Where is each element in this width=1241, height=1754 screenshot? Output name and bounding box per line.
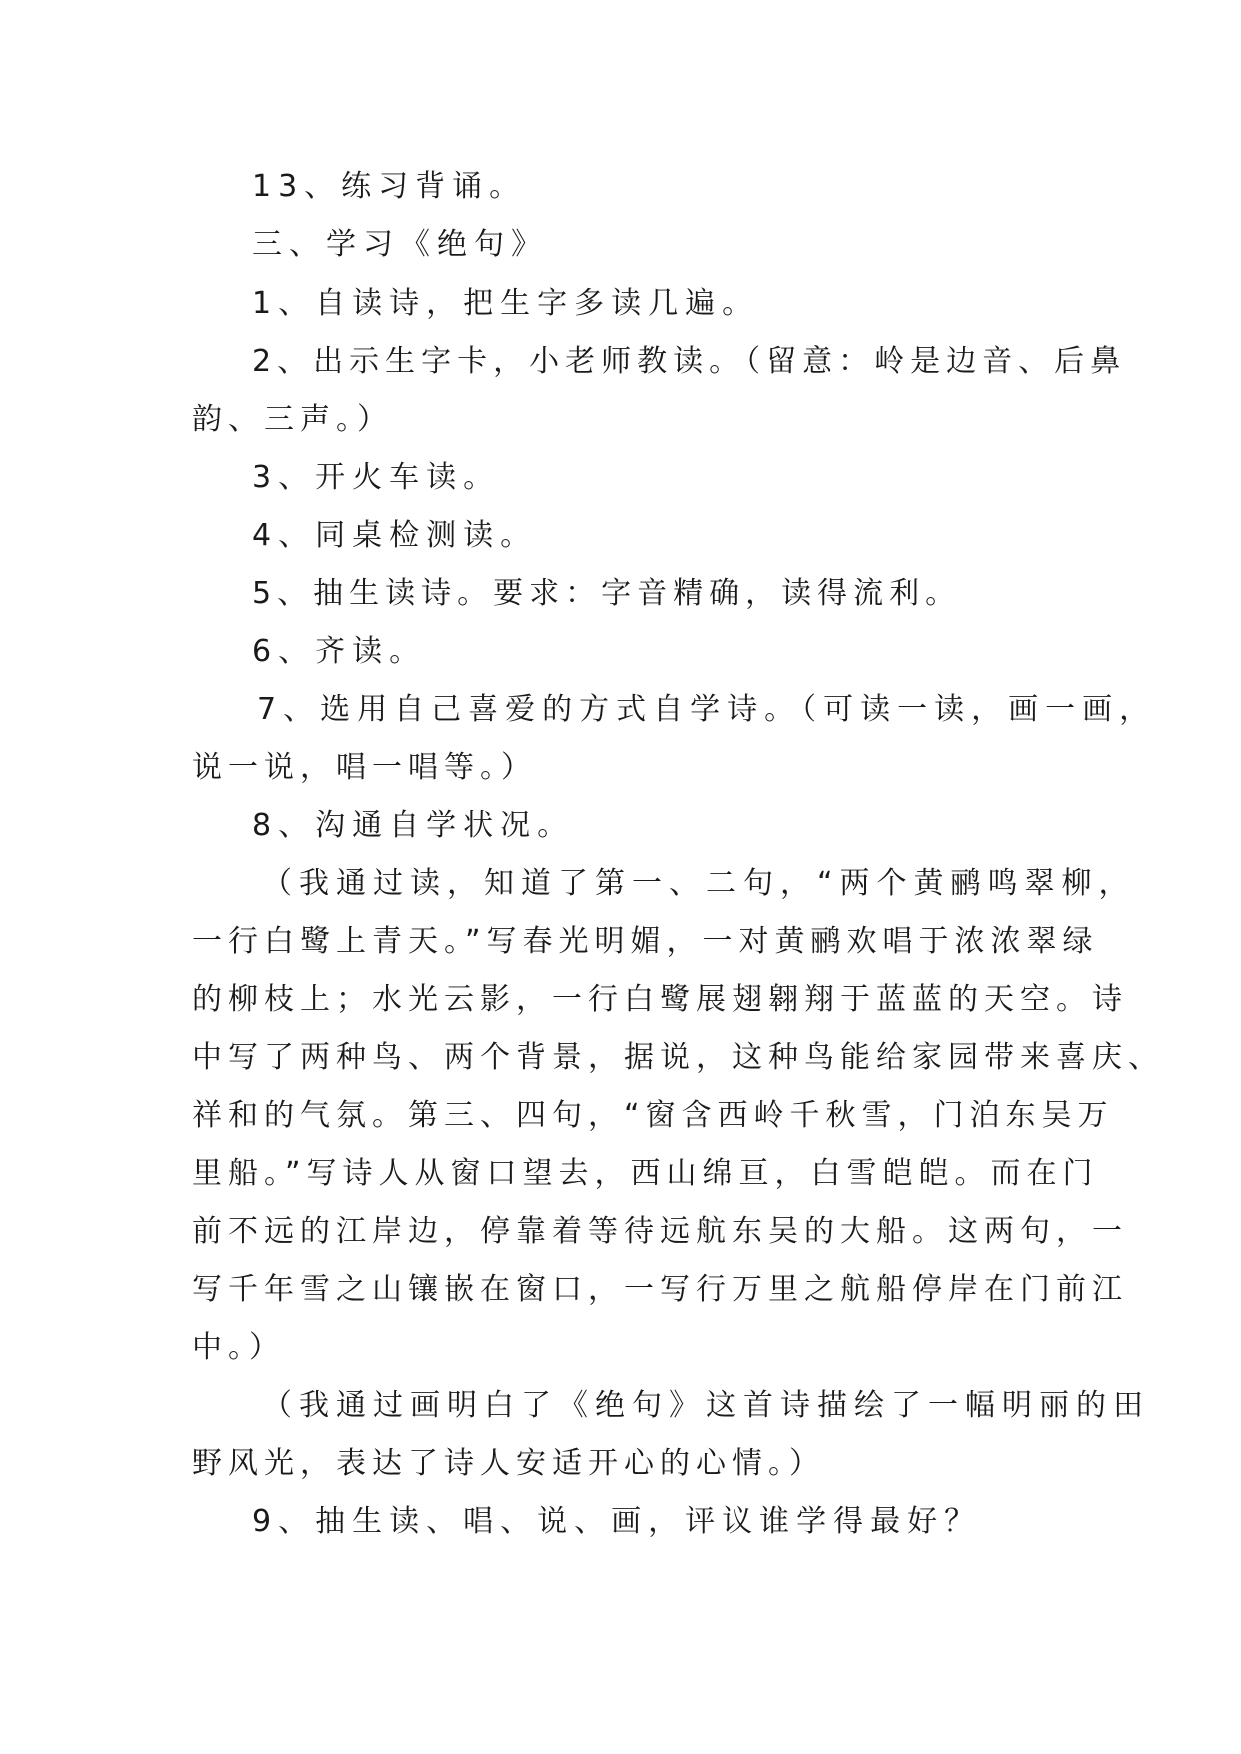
- text-line-step-4: 4、同桌检测读。: [252, 518, 538, 553]
- text-line-step-2-cont: 韵、三声。）: [192, 402, 393, 437]
- text-line-step-7: 7、选用自己喜爱的方式自学诗。（可读一读，画一画，: [257, 692, 1157, 727]
- section-heading-3: 三、学习《绝句》: [252, 227, 548, 262]
- text-line-step-9: 9、抽生读、唱、说、画，评议谁学得最好？: [252, 1504, 982, 1539]
- paragraph-reading-line: 一行白鹭上青天。”写春光明媚，一对黄鹂欢唱于浓浓翠绿: [192, 924, 1099, 959]
- paragraph-reading-line: 中写了两种鸟、两个背景，据说，这种鸟能给家园带来喜庆、: [192, 1040, 1164, 1075]
- paragraph-reading-line: 前不远的江岸边，停靠着等待远航东吴的大船。这两句，一: [192, 1214, 1128, 1249]
- text-line-step-2: 2、出示生字卡，小老师教读。（留意：岭是边音、后鼻: [252, 344, 1127, 379]
- paragraph-drawing-line: 野风光，表达了诗人安适开心的心情。）: [192, 1446, 825, 1481]
- text-line-step-1: 1、自读诗，把生字多读几遍。: [252, 286, 760, 321]
- paragraph-reading-line: 写千年雪之山镶嵌在窗口，一写行万里之航船停岸在门前江: [192, 1272, 1128, 1307]
- paragraph-reading-line: （我通过读，知道了第一、二句，“两个黄鹂鸣翠柳，: [262, 866, 1136, 901]
- paragraph-drawing-line: （我通过画明白了《绝句》这首诗描绘了一幅明丽的田: [262, 1388, 1150, 1423]
- text-line-step-6: 6、齐读。: [252, 634, 427, 669]
- text-line-step-8: 8、沟通自学状况。: [252, 808, 575, 843]
- text-line-step-7-cont: 说一说，唱一唱等。）: [192, 750, 537, 785]
- text-line-step-5: 5、抽生读诗。要求：字音精确，读得流利。: [252, 576, 962, 611]
- paragraph-reading-line: 的柳枝上；水光云影，一行白鹭展翅翱翔于蓝蓝的天空。诗: [192, 982, 1128, 1017]
- paragraph-reading-line: 里船。”写诗人从窗口望去，西山绵亘，白雪皑皑。而在门: [192, 1156, 1099, 1191]
- text-line-step-3: 3、开火车读。: [252, 460, 501, 495]
- paragraph-reading-line: 祥和的气氛。第三、四句，“窗含西岭千秋雪，门泊东吴万: [192, 1098, 1114, 1133]
- text-line-item-13: 13、练习背诵。: [252, 169, 527, 204]
- paragraph-reading-line: 中。）: [192, 1330, 285, 1365]
